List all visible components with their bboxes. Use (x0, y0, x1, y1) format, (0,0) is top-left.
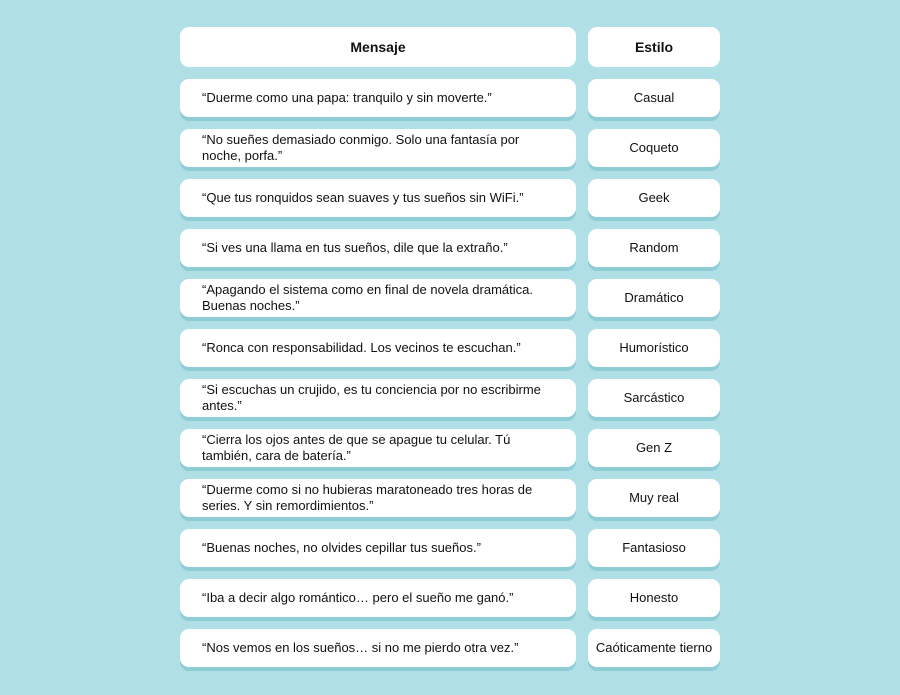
table-row (180, 329, 720, 367)
message-cell: “Duerme como si no hubieras maratoneado tres horas de series. Y sin remordimientos.” (180, 479, 576, 517)
messages-table (180, 27, 720, 679)
table-row (180, 229, 720, 267)
style-cell: Sarcástico (588, 379, 720, 417)
table-row (180, 429, 720, 467)
table-row (180, 529, 720, 567)
table-row (180, 629, 720, 667)
style-cell: Humorístico (588, 329, 720, 367)
style-cell: Dramático (588, 279, 720, 317)
style-cell: Gen Z (588, 429, 720, 467)
style-cell: Caóticamente tierno (588, 629, 720, 667)
message-cell: “Buenas noches, no olvides cepillar tus sueños.” (180, 529, 576, 567)
table-row (180, 129, 720, 167)
table-row (180, 179, 720, 217)
style-cell: Random (588, 229, 720, 267)
style-cell: Muy real (588, 479, 720, 517)
table-row (180, 379, 720, 417)
message-cell: “Que tus ronquidos sean suaves y tus sueños sin WiFi.” (180, 179, 576, 217)
header-message: Mensaje (180, 27, 576, 67)
style-cell: Fantasioso (588, 529, 720, 567)
message-cell: “Si escuchas un crujido, es tu conciencia por no escribirme antes.” (180, 379, 576, 417)
table-row (180, 279, 720, 317)
style-cell: Casual (588, 79, 720, 117)
table-row (180, 579, 720, 617)
style-cell: Coqueto (588, 129, 720, 167)
message-cell: “Cierra los ojos antes de que se apague tu celular. Tú también, cara de batería.” (180, 429, 576, 467)
message-cell: “No sueñes demasiado conmigo. Solo una fantasía por noche, porfa.” (180, 129, 576, 167)
message-cell: “Ronca con responsabilidad. Los vecinos te escuchan.” (180, 329, 576, 367)
message-cell: “Apagando el sistema como en final de novela dramática. Buenas noches.” (180, 279, 576, 317)
style-cell: Geek (588, 179, 720, 217)
style-cell: Honesto (588, 579, 720, 617)
message-cell: “Duerme como una papa: tranquilo y sin moverte.” (180, 79, 576, 117)
message-cell: “Iba a decir algo romántico… pero el sueño me ganó.” (180, 579, 576, 617)
header-style: Estilo (588, 27, 720, 67)
table-row (180, 79, 720, 117)
message-cell: “Si ves una llama en tus sueños, dile que la extraño.” (180, 229, 576, 267)
message-cell: “Nos vemos en los sueños… si no me pierdo otra vez.” (180, 629, 576, 667)
table-header (180, 27, 720, 67)
table-row (180, 479, 720, 517)
